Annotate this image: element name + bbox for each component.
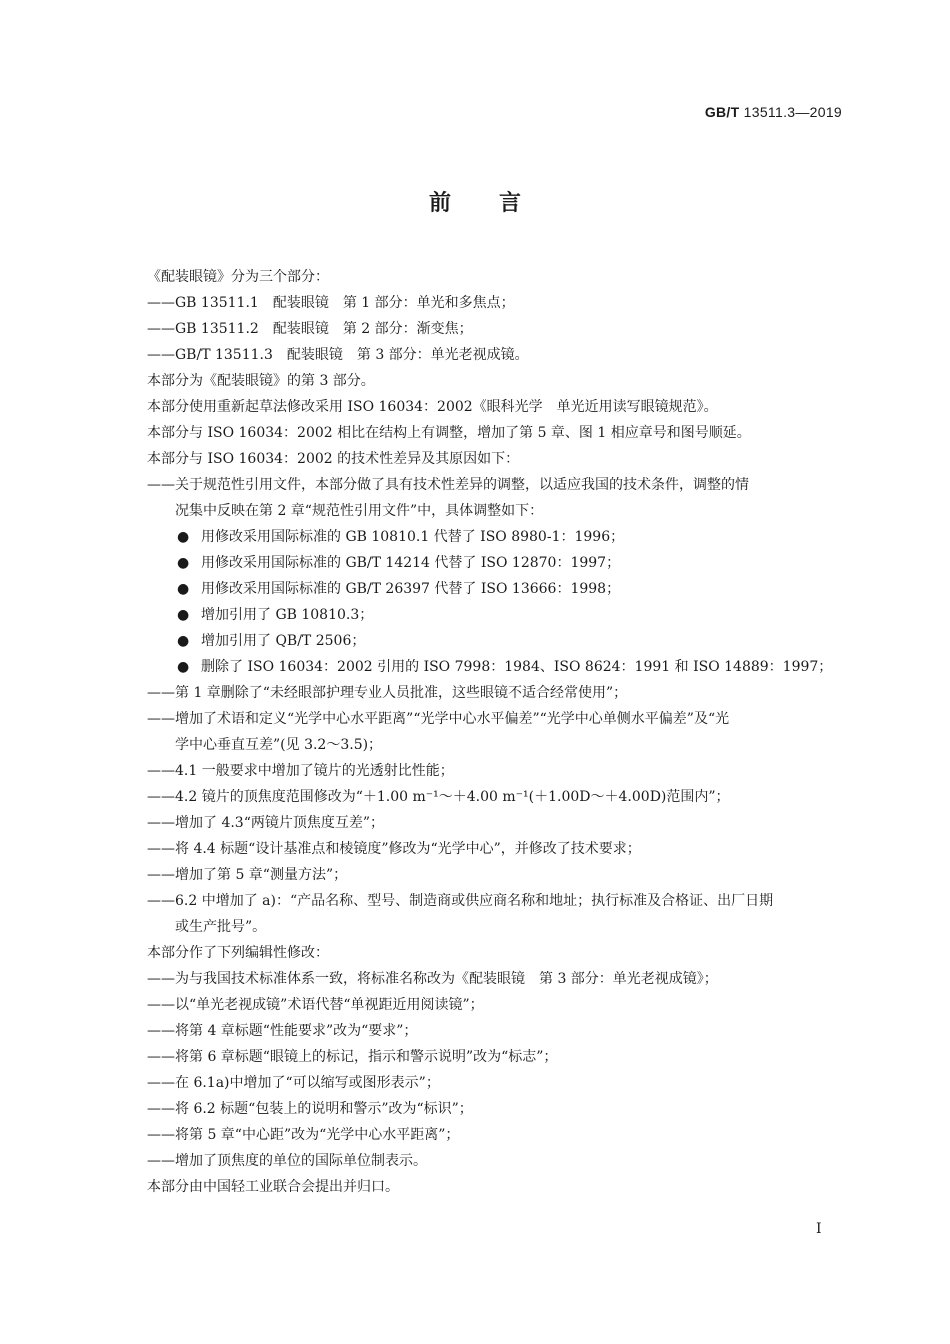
bullet-item: [147, 550, 847, 576]
dash-list-item: ——6.2 中增加了 a)：“产品名称、型号、制造商或供应商名称和地址；执行标准及合格证、出厂日期: [147, 893, 774, 909]
dash-list-item: ——将 4.4 标题“设计基准点和棱镜度”修改为“光学中心”，并修改了技术要求；: [147, 841, 641, 857]
dash-list-item: ——增加了第 5 章“测量方法”；: [147, 867, 348, 883]
bullet-dot-icon: ●: [177, 659, 190, 675]
continuation-line: 学中心垂直互差”(见 3.2～3.5)；: [175, 737, 383, 753]
bullet-text: 用修改采用国际标准的 GB/T 14214 代替了 ISO 12870：1997；: [201, 555, 621, 571]
bullet-item: [147, 628, 847, 654]
dash-list-item: ——将第 5 章“中心距”改为“光学中心水平距离”；: [147, 1127, 460, 1143]
dash-list-item: ——GB/T 13511.3 配装眼镜 第 3 部分：单光老视成镜。: [147, 347, 529, 363]
paragraph-line: 《配装眼镜》分为三个部分：: [147, 269, 329, 285]
bullet-text: 用修改采用国际标准的 GB 10810.1 代替了 ISO 8980-1：1996；: [201, 529, 625, 545]
standard-code-number: 13511.3—2019: [739, 104, 842, 120]
bullet-text: 用修改采用国际标准的 GB/T 26397 代替了 ISO 13666：1998；: [201, 581, 621, 597]
dash-list-item: ——GB 13511.2 配装眼镜 第 2 部分：渐变焦；: [147, 321, 473, 337]
continuation-line: 况集中反映在第 2 章“规范性引用文件”中，具体调整如下：: [175, 503, 544, 519]
bullet-item: [147, 524, 847, 550]
standard-code-prefix: GB/T: [704, 104, 740, 120]
paragraph-line: 本部分由中国轻工业联合会提出并归口。: [147, 1179, 399, 1195]
dash-list-item: ——增加了术语和定义“光学中心水平距离”“光学中心水平偏差”“光学中心单侧水平偏差”及“光: [147, 711, 730, 727]
dash-list-item: ——增加了顶焦度的单位的国际单位制表示。: [147, 1153, 427, 1169]
bullet-dot-icon: ●: [177, 633, 190, 649]
bullet-text: 增加引用了 GB 10810.3；: [201, 607, 374, 623]
bullet-item: [147, 576, 847, 602]
paragraph-line: 本部分与 ISO 16034：2002 相比在结构上有调整，增加了第 5 章、图 1 相应章号和图号顺延。: [147, 425, 751, 441]
dash-list-item: ——GB 13511.1 配装眼镜 第 1 部分：单光和多焦点；: [147, 295, 515, 311]
bullet-text: 删除了 ISO 16034：2002 引用的 ISO 7998：1984、ISO 8624：1991 和 ISO 14889：1997；: [201, 659, 833, 675]
bullet-dot-icon: ●: [177, 555, 190, 571]
dash-list-item: ——关于规范性引用文件，本部分做了具有技术性差异的调整，以适应我国的技术条件，调整的情: [147, 477, 749, 493]
dash-list-item: ——增加了 4.3“两镜片顶焦度互差”；: [147, 815, 385, 831]
bullet-text: 增加引用了 QB/T 2506；: [201, 633, 366, 649]
continuation-line: 或生产批号”。: [175, 919, 267, 935]
standard-code-header: [0, 104, 842, 120]
dash-list-item: ——在 6.1a)中增加了“可以缩写或图形表示”；: [147, 1075, 440, 1091]
dash-list-item: ——4.1 一般要求中增加了镜片的光透射比性能；: [147, 763, 454, 779]
bullet-dot-icon: ●: [177, 607, 190, 623]
bullet-dot-icon: ●: [177, 529, 190, 545]
paragraph-line: 本部分与 ISO 16034：2002 的技术性差异及其原因如下：: [147, 451, 520, 467]
dash-list-item: ——4.2 镜片的顶焦度范围修改为“＋1.00 m⁻¹～＋4.00 m⁻¹(＋1.00D～＋4.00D)范围内”；: [147, 789, 730, 805]
bullet-item: [147, 602, 847, 628]
paragraph-line: 本部分为《配装眼镜》的第 3 部分。: [147, 373, 375, 389]
foreword-body: [147, 264, 847, 1200]
dash-list-item: ——为与我国技术标准体系一致，将标准名称改为《配装眼镜 第 3 部分：单光老视成镜》；: [147, 971, 718, 987]
paragraph-line: 本部分使用重新起草法修改采用 ISO 16034：2002《眼科光学 单光近用读写眼镜规范》。: [147, 399, 718, 415]
dash-list-item: ——第 1 章删除了“未经眼部护理专业人员批准，这些眼镜不适合经常使用”；: [147, 685, 628, 701]
page-title: 前言: [428, 191, 569, 216]
dash-list-item: ——将 6.2 标题“包装上的说明和警示”改为“标识”；: [147, 1101, 473, 1117]
paragraph-line: 本部分作了下列编辑性修改：: [147, 945, 329, 961]
page-number: I: [816, 1221, 822, 1237]
dash-list-item: ——将第 6 章标题“眼镜上的标记，指示和警示说明”改为“标志”；: [147, 1049, 558, 1065]
dash-list-item: ——以“单光老视成镜”术语代替“单视距近用阅读镜”；: [147, 997, 484, 1013]
bullet-item: [147, 654, 847, 680]
bullet-dot-icon: ●: [177, 581, 190, 597]
dash-list-item: ——将第 4 章标题“性能要求”改为“要求”；: [147, 1023, 418, 1039]
